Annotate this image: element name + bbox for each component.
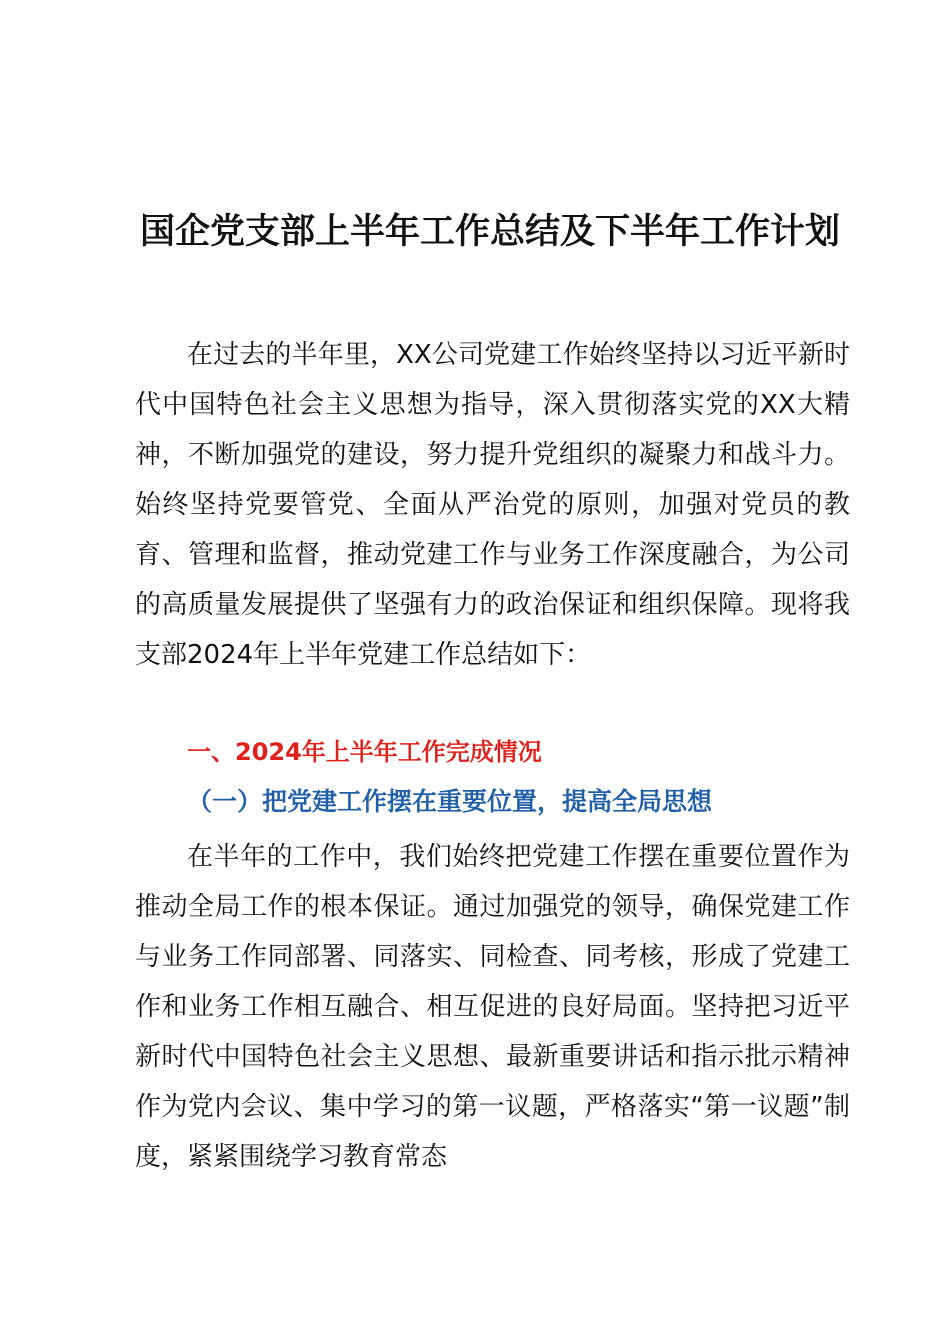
- section1-paragraph: 在半年的工作中，我们始终把党建工作摆在重要位置作为推动全局工作的根本保证。通过加强党的领导，确保党建工作与业务工作同部署、同落实、同检查、同考核，形成了党建工作和业务工作相互融合、相互促进的良好局面。坚持把习近平新时代中国特色社会主义思想、最新重要讲话和指示批示精神作为党内会议、集中学习的第一议题，严格落实“第一议题”制度，紧紧围绕学习教育常态: [135, 842, 850, 1172]
- document-title: 国企党支部上半年工作总结及下半年工作计划: [139, 212, 840, 252]
- section-heading-level2: （一）把党建工作摆在重要位置，提高全局思想: [187, 787, 713, 816]
- section-heading-level1: 一、2024年上半年工作完成情况: [187, 738, 542, 766]
- intro-paragraph: 在过去的半年里，XX公司党建工作始终坚持以习近平新时代中国特色社会主义思想为指导，深入贯彻落实党的XX大精神，不断加强党的建设，努力提升党组织的凝聚力和战斗力。始终坚持党要管党、全面从严治党的原则，加强对党员的教育、管理和监督，推动党建工作与业务工作深度融合，为公司的高质量发展提供了坚强有力的政治保证和组织保障。现将我支部2024年上半年党建工作总结如下：: [135, 340, 850, 670]
